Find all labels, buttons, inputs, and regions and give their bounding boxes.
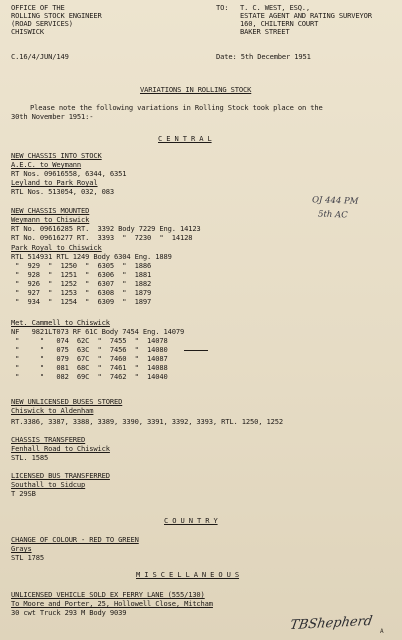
new-chassis-into-stock-heading: NEW CHASSIS INTO STOCK [11, 151, 102, 160]
stl-number: STL. 1585 [11, 453, 49, 462]
rtl-numbers-line: RTL Nos. 513054, 032, 083 [11, 187, 115, 196]
to-name: T. C. WEST, ESQ., [240, 3, 311, 12]
table-row: RT No. 09616277 RT. 3393 " 7230 " 14128 [11, 233, 193, 242]
table-row: " 928 " 1251 " 6306 " 1881 [11, 270, 152, 279]
unlicensed-vehicle-sold-heading: UNLICENSED VEHICLE SOLD EX FERRY LANE (555/130) [11, 590, 205, 599]
intro-line-2: 30th November 1951:- [11, 112, 94, 121]
stl-colour-number: STL 1785 [11, 553, 44, 562]
route-park-royal-chiswick: Park Royal to Chiswick [11, 243, 102, 252]
table-row: " " 081 68C " 7461 " 14088 [11, 363, 168, 372]
from-rolling-stock-engineer: ROLLING STOCK ENGINEER [11, 11, 102, 20]
section-miscellaneous-heading: M I S C E L L A N E O U S [136, 570, 240, 579]
stored-bus-numbers: RT.3386, 3387, 3388, 3389, 3390, 3391, 3392, 3393, RTL. 1250, 1252 [11, 417, 283, 426]
signature: TBShepherd [288, 613, 374, 634]
from-chiswick: CHISWICK [11, 27, 44, 36]
from-road-services: (ROAD SERVICES) [11, 19, 73, 28]
route-aec-weymann: A.E.C. to Weymann [11, 160, 82, 169]
table-row: " " 075 63C " 7456 " 14080 [11, 345, 168, 354]
strike-through-mark [184, 350, 208, 351]
section-country-heading: C O U N T R Y [164, 516, 218, 525]
new-unlicensed-buses-stored-heading: NEW UNLICENSED BUSES STORED [11, 397, 123, 406]
table-row: " 929 " 1250 " 6305 " 1886 [11, 261, 152, 270]
intro-line-1: Please note the following variations in Rolling Stock took place on the [30, 103, 323, 112]
truck-details-line: 30 cwt Truck 293 M Body 9039 [11, 608, 127, 617]
document-title: VARIATIONS IN ROLLING STOCK [140, 85, 252, 94]
route-leyland-park-royal: Leyland to Park Royal [11, 178, 98, 187]
route-fenhall-chiswick: Fenhall Road to Chiswick [11, 444, 110, 453]
document-date: Date: 5th December 1951 [216, 52, 311, 61]
change-of-colour-heading: CHANGE OF COLOUR - RED TO GREEN [11, 535, 139, 544]
table-row: " 926 " 1252 " 6307 " 1882 [11, 279, 152, 288]
table-row: " " 082 69C " 7462 " 14040 [11, 372, 168, 381]
table-row: " 927 " 1253 " 6308 " 1879 [11, 288, 152, 297]
route-southall-sidcup: Southall to Sidcup [11, 480, 86, 489]
handwritten-note: 5th AC [317, 209, 348, 221]
table-row: RTL 514931 RTL 1249 Body 6304 Eng. 1889 [11, 252, 172, 261]
from-office: OFFICE OF THE [11, 3, 65, 12]
page-number: A [380, 628, 384, 635]
table-row: " " 079 67C " 7460 " 14087 [11, 354, 168, 363]
chassis-transferred-heading: CHASSIS TRANSFERED [11, 435, 86, 444]
table-row: " " 074 62C " 7455 " 14078 [11, 336, 168, 345]
route-weymann-chiswick: Weymann to Chiswick [11, 215, 90, 224]
table-row: " 934 " 1254 " 6309 " 1897 [11, 297, 152, 306]
section-central-heading: C E N T R A L [158, 134, 212, 143]
to-street: BAKER STREET [240, 27, 290, 36]
to-label: TO: [216, 3, 229, 12]
rt-numbers-line: RT Nos. 09616558, 6344, 6351 [11, 169, 127, 178]
t-number: T 29SB [11, 489, 36, 498]
reference-number: C.16/4/JUN/149 [11, 52, 69, 61]
route-chiswick-aldenham: Chiswick to Aldenham [11, 406, 94, 415]
route-met-cammell-chiswick: Met. Cammell to Chiswick [11, 318, 110, 327]
to-title: ESTATE AGENT AND RATING SURVEYOR [240, 11, 372, 20]
to-address: 160, CHILTERN COURT [240, 19, 319, 28]
new-chassis-mounted-heading: NEW CHASSIS MOUNTED [11, 206, 90, 215]
handwritten-note: OJ 444 PM [311, 195, 359, 207]
licensed-bus-transferred-heading: LICENSED BUS TRANSFERRED [11, 471, 110, 480]
sold-to-line: To Moore and Porter, 25, Hollowell Close, Mitcham [11, 599, 213, 608]
place-grays: Grays [11, 544, 32, 553]
table-row: RT No. 09616285 RT. 3392 Body 7229 Eng. 14123 [11, 224, 201, 233]
table-row: NF 9821LT073 RF 61C Body 7454 Eng. 14079 [11, 327, 185, 336]
